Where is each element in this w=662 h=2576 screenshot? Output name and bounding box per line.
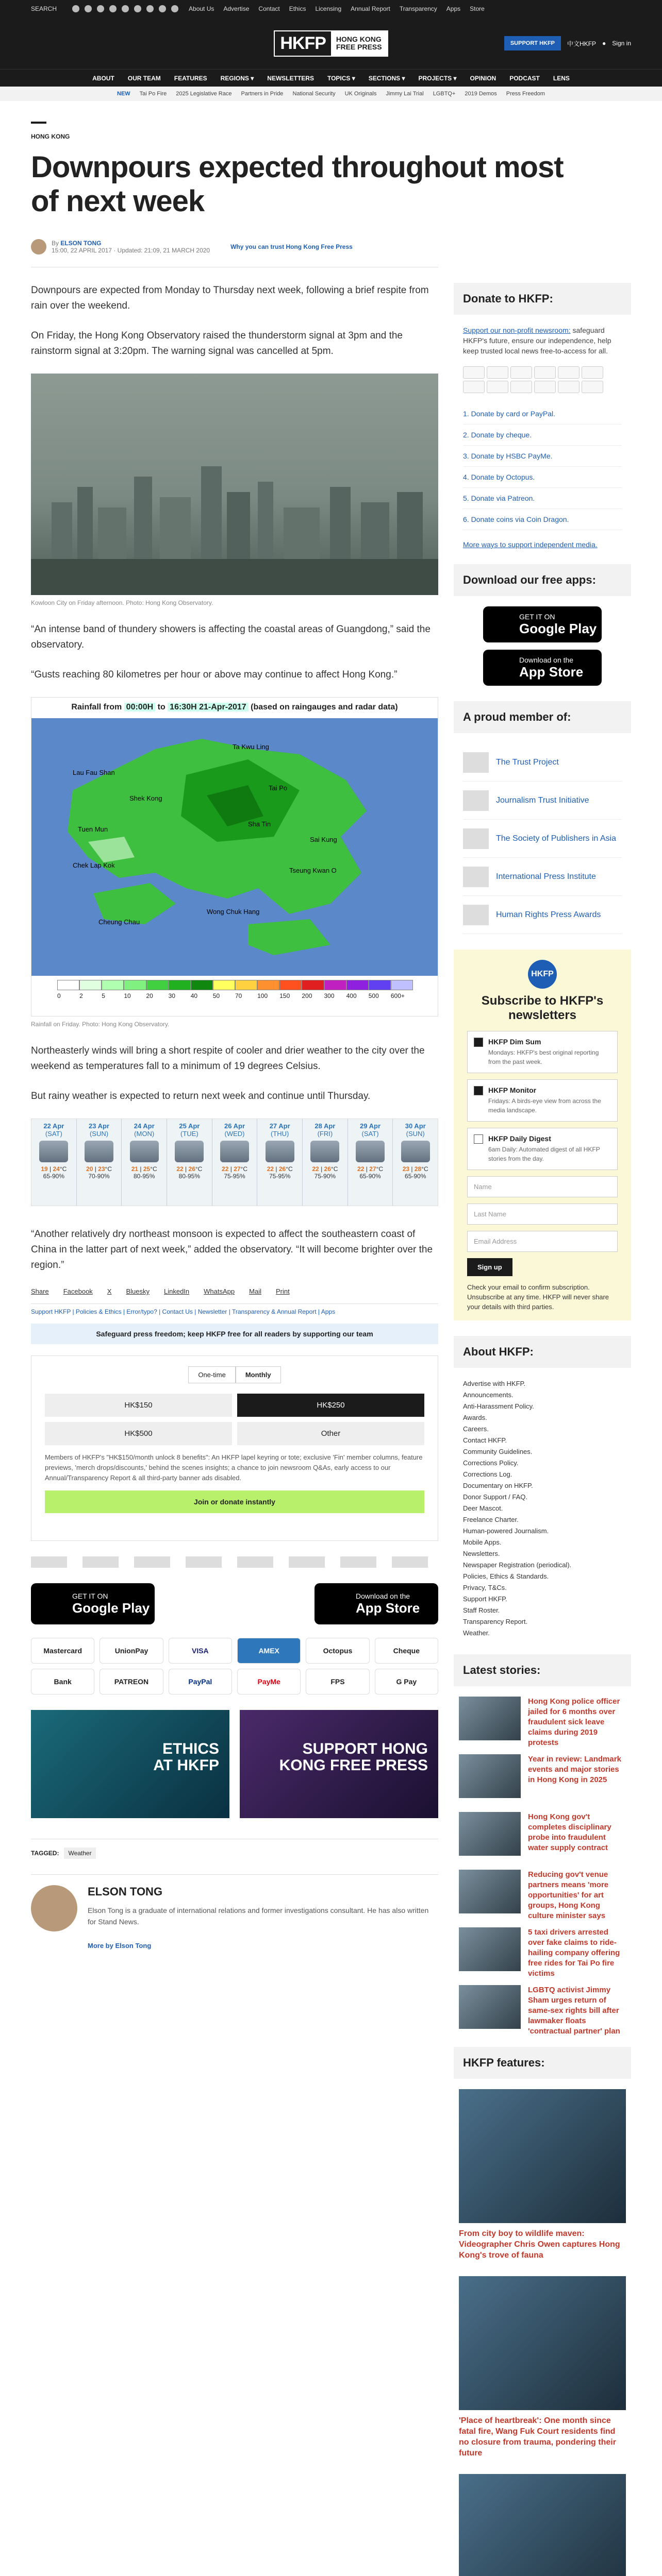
feature-stories (454, 2089, 631, 2576)
share-whatsapp-link[interactable]: WhatsApp (204, 1287, 235, 1295)
signin-link[interactable]: Sign in (612, 40, 631, 47)
monthly-toggle[interactable]: Monthly (236, 1366, 281, 1383)
payment-logo[interactable]: FPS (306, 1669, 369, 1694)
donate-option[interactable]: 3. Donate by HSBC PayMe. (463, 446, 622, 467)
youtube-icon[interactable] (134, 5, 141, 12)
payment-logo[interactable]: PATREON (100, 1669, 163, 1694)
tagged-label: TAGGED: (31, 1850, 59, 1857)
card-logo (582, 381, 603, 393)
join-donate-button[interactable]: Join or donate instantly (45, 1490, 424, 1513)
forecast-day: 23 Apr (SUN) 20 | 23°C 70-90% (77, 1119, 122, 1206)
story-thumbnail (459, 1985, 521, 2029)
topic-link[interactable]: Partners in Pride (241, 91, 284, 97)
features-heading: HKFP features: (454, 2047, 631, 2079)
topic-link[interactable]: LGBTQ+ (433, 91, 456, 97)
forecast-day: 29 Apr (SAT) 22 | 27°C 65-90% (348, 1119, 393, 1206)
story-thumbnail (459, 1927, 521, 1971)
apps-heading: Download our free apps: (454, 564, 631, 596)
map-place-label: Ta Kwu Ling (233, 743, 269, 751)
map-place-label: Tuen Mun (78, 825, 108, 833)
story-thumbnail (459, 1812, 521, 1856)
about-link[interactable]: Deer Mascot. (463, 1504, 503, 1512)
nav-item[interactable]: ABOUT (92, 74, 114, 82)
checkbox-checked[interactable] (474, 1038, 483, 1047)
paragraph: But rainy weather is expected to return next week and continue until Thursday. (31, 1091, 371, 1101)
forecast-day: 24 Apr (MON) 21 | 25°C 80-95% (122, 1119, 167, 1206)
payment-logo[interactable]: Octopus (306, 1638, 369, 1664)
feature-story[interactable]: 'Place of heartbreak': One month since fatal fire, Wang Fuk Court residents find no closure from trauma, pondering their future (459, 2276, 626, 2459)
latest-story[interactable]: LGBTQ activist Jimmy Sham urges return of same-sex rights bill after lawmaker floats 'contractual partner' plan (459, 1985, 626, 2031)
top-utility-bar (0, 0, 662, 18)
nav-item[interactable]: LENS (553, 74, 570, 82)
social-icons (72, 5, 178, 12)
feature-image (459, 2276, 626, 2410)
about-link[interactable]: Newsletters. (463, 1550, 500, 1557)
member-list (454, 743, 631, 934)
utility-link[interactable]: Annual Report (351, 5, 390, 12)
nav-item[interactable]: SECTIONS ▾ (368, 74, 405, 82)
utility-link[interactable]: Apps (446, 5, 461, 12)
telegram-icon[interactable] (159, 5, 166, 12)
share-x-link[interactable]: X (107, 1287, 112, 1295)
share-mail-link[interactable]: Mail (249, 1287, 261, 1295)
badge-logo[interactable] (340, 1556, 376, 1568)
card-logo (463, 366, 485, 379)
badge-logo[interactable] (31, 1556, 67, 1568)
bluesky-icon[interactable] (122, 5, 129, 12)
newsletter-note: Check your email to confirm subscription. Unsubscribe at any time. HKFP will never share your details with third parties. (467, 1283, 609, 1311)
story-thumbnail (459, 1870, 521, 1913)
kicker-rule (31, 122, 46, 124)
latest-stories (454, 1697, 631, 2036)
share-label: Share (31, 1287, 49, 1295)
card-logo (510, 366, 532, 379)
author-link[interactable]: ELSON TONG (60, 240, 102, 247)
more-ways-link[interactable]: More ways to support independent media. (463, 540, 598, 549)
weather-icon (220, 1141, 249, 1162)
linkedin-icon[interactable] (146, 5, 154, 12)
utility-link[interactable]: Transparency (399, 5, 437, 12)
about-link[interactable]: Contact HKFP. (463, 1436, 507, 1444)
about-link[interactable]: Staff Roster. (463, 1606, 500, 1614)
about-link[interactable]: Corrections Log. (463, 1470, 512, 1478)
story-thumbnail (459, 1754, 521, 1798)
article-title: Downpours expected throughout most of next week (31, 150, 564, 218)
latest-story[interactable]: 5 taxi drivers arrested over fake claims to ride-hailing company offering free rides for Tai Po fire victims (459, 1927, 626, 1974)
topic-link[interactable]: Jimmy Lai Trial (386, 91, 424, 97)
map-place-label: Cheung Chau (98, 918, 140, 926)
payment-logo[interactable]: Bank (31, 1669, 94, 1694)
article-kicker[interactable]: HONG KONG (31, 133, 70, 140)
app-store-button[interactable]: Download on the App Store (483, 650, 602, 686)
forecast-day: 22 Apr (SAT) 19 | 24°C 65-90% (31, 1119, 77, 1206)
article-wrapper (31, 101, 631, 2458)
feature-story[interactable]: From city boy to wildlife maven: Videographer Chris Owen captures Hong Kong's trove of fauna (459, 2089, 626, 2261)
donate-option[interactable]: 2. Donate by cheque. (463, 425, 622, 446)
skyline-illustration (31, 374, 438, 595)
article-dates: 15:00, 22 APRIL 2017 · Updated: 21:09, 21 MARCH 2020 (52, 247, 210, 254)
sidebar-app-buttons (454, 606, 631, 686)
payment-logo[interactable]: Mastercard (31, 1638, 94, 1664)
weather-icon (85, 1141, 113, 1162)
masthead-actions (504, 36, 631, 50)
paragraph: Downpours are expected from Monday to Thursday next week, following a brief respite from rain over the weekend. (31, 285, 429, 311)
safeguard-banner: Safeguard press freedom; keep HKFP free for all readers by supporting our team (31, 1324, 438, 1344)
donate-option[interactable]: 4. Donate by Octopus. (463, 467, 622, 488)
card-logo (558, 381, 580, 393)
hk-rainfall-svg (31, 718, 438, 976)
member-item[interactable]: The Trust Project (463, 743, 622, 782)
last-name-field[interactable]: Last Name (467, 1204, 618, 1225)
topic-link[interactable]: National Security (292, 91, 336, 97)
member-logo (463, 867, 489, 887)
feature-image (459, 2474, 626, 2576)
forecast-day: 26 Apr (WED) 22 | 27°C 75-95% (212, 1119, 258, 1206)
amount-option[interactable]: HK$500 (45, 1422, 232, 1445)
utility-links (189, 5, 485, 12)
about-link[interactable]: Freelance Charter. (463, 1516, 519, 1523)
card-logo (558, 366, 580, 379)
map-place-label: Sai Kung (310, 836, 337, 843)
payment-logo[interactable]: AMEX (237, 1638, 301, 1664)
signup-button[interactable]: Sign up (467, 1258, 512, 1276)
nav-item[interactable]: OPINION (470, 74, 496, 82)
about-link[interactable]: Newspaper Registration (periodical). (463, 1561, 572, 1569)
payment-logo[interactable]: VISA (169, 1638, 232, 1664)
utility-link[interactable]: About Us (189, 5, 214, 12)
forecast-day: 28 Apr (FRI) 22 | 26°C 75-90% (303, 1119, 348, 1206)
support-links[interactable]: Support HKFP | Policies & Ethics | Error/typo? | Contact Us | Newsletter | Transparency & Annual Report | Apps (31, 1303, 438, 1315)
author-box (31, 1874, 438, 1950)
map-title: Rainfall from 00:00H to 16:30H 21-Apr-2017 (based on raingauges and radar data) (71, 703, 398, 711)
kowloon-city-photo (31, 374, 438, 595)
app-store-button[interactable]: Download on the App Store (315, 1583, 438, 1624)
donate-frequency (45, 1366, 424, 1383)
latest-story[interactable]: Reducing gov't venue partners means 'more opportunities' for art groups, Hong Kong culture minister says (459, 1870, 626, 1916)
topic-nav (0, 87, 662, 101)
about-link[interactable]: Human-powered Journalism. (463, 1527, 549, 1535)
rainfall-map (31, 697, 438, 1016)
map-place-label: Lau Fau Shan (73, 769, 115, 776)
nine-day-forecast (31, 1118, 438, 1206)
about-link[interactable]: Careers. (463, 1425, 489, 1433)
badge-logo[interactable] (186, 1556, 222, 1568)
search-link[interactable]: SEARCH (31, 5, 57, 12)
donate-option[interactable]: 5. Donate via Patreon. (463, 488, 622, 509)
member-logo (463, 828, 489, 849)
latest-heading: Latest stories: (454, 1654, 631, 1686)
checkbox-checked[interactable] (474, 1086, 483, 1095)
forecast-day: 25 Apr (TUE) 22 | 26°C 80-95% (167, 1119, 212, 1206)
facebook-icon[interactable] (72, 5, 79, 12)
new-badge: NEW (117, 91, 130, 97)
latest-story[interactable]: Year in review: Landmark events and major stories in Hong Kong in 2025 (459, 1754, 626, 1801)
tag-weather[interactable]: Weather (64, 1848, 95, 1859)
payment-logo[interactable]: UnionPay (100, 1638, 163, 1664)
utility-link[interactable]: Ethics (289, 5, 306, 12)
nav-item[interactable]: REGIONS ▾ (220, 74, 254, 82)
rss-icon[interactable] (171, 5, 178, 12)
payment-logo[interactable]: G Pay (375, 1669, 438, 1694)
about-link[interactable]: Corrections Policy. (463, 1459, 519, 1467)
why-trust-link[interactable]: Why you can trust Hong Kong Free Press (230, 243, 353, 250)
donate-option[interactable]: 6. Donate coins via Coin Dragon. (463, 509, 622, 530)
card-logo (510, 381, 532, 393)
card-logo (582, 366, 603, 379)
about-link[interactable]: Community Guidelines. (463, 1448, 533, 1455)
legend-labels: 0 2 5 10 20 30 40 50 70 100 150 200 300 400 500 600+ (57, 992, 405, 999)
instagram-icon[interactable] (97, 5, 104, 12)
forecast-day: 27 Apr (THU) 22 | 26°C 75-95% (257, 1119, 303, 1206)
paragraph: “An intense band of thundery showers is affecting the coastal areas of Guangdong,” said the observatory. (31, 624, 431, 650)
app-store-buttons (31, 1583, 438, 1624)
utility-link[interactable]: Contact (258, 5, 280, 12)
donate-text: Support our non-profit newsroom: safeguard HKFP's future, ensure our independence, help keep trusted local news free-to-access for all. (463, 326, 611, 355)
support-promo[interactable]: SUPPORT HONG KONG FREE PRESS (240, 1710, 438, 1818)
payment-methods (31, 1638, 438, 1694)
map-place-label: Tai Po (269, 784, 288, 792)
weather-icon (401, 1141, 430, 1162)
weather-icon (130, 1141, 159, 1162)
tag-list (31, 1839, 438, 1859)
badge-logo[interactable] (134, 1556, 170, 1568)
about-link[interactable]: Policies, Ethics & Standards. (463, 1572, 549, 1580)
trust-badges (31, 1556, 438, 1568)
email-field[interactable]: Email Address (467, 1231, 618, 1252)
paragraph: “Gusts reaching 80 kilometres per hour or above may continue to affect Hong Kong.” (31, 669, 398, 680)
latest-story[interactable]: Hong Kong police officer jailed for 6 months over fraudulent sick leave claims during 2019 protests (459, 1697, 626, 1743)
topic-link[interactable]: Tai Po Fire (139, 91, 167, 97)
member-logo (463, 905, 489, 925)
about-link[interactable]: Awards. (463, 1414, 487, 1421)
about-links (454, 1378, 631, 1639)
weather-icon (266, 1141, 294, 1162)
map-caption: Rainfall on Friday. Photo: Hong Kong Observatory. (31, 1021, 170, 1028)
checkbox-unchecked[interactable] (474, 1134, 483, 1144)
donate-options (454, 403, 631, 530)
author-name[interactable]: ELSON TONG (88, 1885, 163, 1898)
newsletter-option[interactable]: HKFP Dim Sum Mondays: HKFP's best original reporting from the past week. (467, 1031, 618, 1073)
badge-logo[interactable] (289, 1556, 325, 1568)
member-logo (463, 790, 489, 811)
print-link[interactable]: Print (275, 1287, 290, 1295)
share-bar (31, 1287, 438, 1295)
masthead (0, 18, 662, 69)
weather-icon (39, 1141, 68, 1162)
about-link[interactable]: Donor Support / FAQ. (463, 1493, 528, 1501)
about-link[interactable]: Privacy, T&Cs. (463, 1584, 507, 1591)
user-icon[interactable]: ● (602, 40, 606, 47)
author-bio: Elson Tong is a graduate of international relations and former investigations consultant. He has also written for Stand News. (88, 1906, 429, 1926)
topic-link[interactable]: Press Freedom (506, 91, 545, 97)
article-body (31, 283, 438, 1950)
nav-item[interactable]: OUR TEAM (127, 74, 161, 82)
promo-banners (31, 1710, 438, 1818)
member-logo (463, 752, 489, 773)
about-link[interactable]: Weather. (463, 1629, 490, 1637)
feature-story[interactable] (459, 2474, 626, 2576)
latest-story[interactable]: Hong Kong gov't completes disciplinary probe into fraudulent water supply contract (459, 1812, 626, 1858)
about-link[interactable]: Transparency Report. (463, 1618, 528, 1625)
x-icon[interactable] (85, 5, 92, 12)
card-logo (534, 366, 556, 379)
nav-item[interactable]: FEATURES (174, 74, 207, 82)
utility-link[interactable]: Advertise (223, 5, 250, 12)
name-field[interactable]: Name (467, 1176, 618, 1197)
amount-option[interactable]: Other (237, 1422, 424, 1445)
newsletter-option[interactable]: HKFP Daily Digest 6am Daily: Automated digest of all HKFP stories from the day. (467, 1128, 618, 1170)
ethics-promo[interactable]: ETHICS AT HKFP (31, 1710, 229, 1818)
map-place-label: Tseung Kwan O (289, 867, 337, 874)
badge-logo[interactable] (237, 1556, 273, 1568)
about-link[interactable]: Anti-Harassment Policy. (463, 1402, 534, 1410)
topic-link[interactable]: 2019 Demos (465, 91, 497, 97)
one-time-toggle[interactable]: One-time (188, 1366, 235, 1383)
weather-icon (175, 1141, 204, 1162)
donate-heading: Donate to HKFP: (454, 283, 631, 315)
about-link[interactable]: Advertise with HKFP. (463, 1380, 526, 1387)
weather-icon (310, 1141, 339, 1162)
hkfp-logo[interactable] (274, 30, 388, 57)
rainfall-legend (57, 980, 413, 990)
logo-mark: HKFP (275, 31, 331, 56)
share-bluesky-link[interactable]: Bluesky (126, 1287, 150, 1295)
payment-logo[interactable]: PayPal (169, 1669, 232, 1694)
threads-icon[interactable] (109, 5, 117, 12)
member-item[interactable]: International Press Institute (463, 858, 622, 896)
sidebar (454, 283, 631, 2576)
share-facebook-link[interactable]: Facebook (63, 1287, 93, 1295)
author-photo (31, 1885, 77, 1931)
support-hkfp-button[interactable]: SUPPORT HKFP (504, 36, 561, 50)
weather-icon (356, 1141, 385, 1162)
donate-widget (31, 1355, 438, 1541)
author-avatar (31, 239, 46, 255)
hkfp-logo-badge: HKFP (528, 960, 557, 989)
newsletter-option[interactable]: HKFP Monitor Fridays: A birds-eye view from across the media landscape. (467, 1079, 618, 1122)
amount-option[interactable]: HK$150 (45, 1394, 232, 1417)
newsletter-signup (454, 950, 631, 1320)
forecast-day: 30 Apr (SUN) 23 | 28°C 65-90% (393, 1119, 438, 1206)
member-item[interactable]: Human Rights Press Awards (463, 896, 622, 934)
utility-link[interactable]: Licensing (315, 5, 342, 12)
nav-item[interactable]: PODCAST (509, 74, 540, 82)
member-item[interactable]: The Society of Publishers in Asia (463, 820, 622, 858)
donate-option[interactable]: 1. Donate by card or PayPal. (463, 403, 622, 425)
topic-link[interactable]: UK Originals (344, 91, 377, 97)
paragraph: “Another relatively dry northeast monsoon is expected to affect the southeastern coast of China in the latter part of next week,” added the observatory. “It will become brighter over the region.” (31, 1229, 433, 1270)
nav-item[interactable]: NEWSLETTERS (267, 74, 314, 82)
card-logo (463, 381, 485, 393)
amount-option-selected[interactable]: HK$250 (237, 1394, 424, 1417)
card-logo (487, 366, 508, 379)
badge-logo[interactable] (82, 1556, 119, 1568)
main-nav (0, 69, 662, 87)
member-heading: A proud member of: (454, 701, 631, 733)
payment-cards (454, 366, 631, 393)
utility-link[interactable]: Store (470, 5, 485, 12)
google-play-button[interactable]: GET IT ON Google Play (31, 1583, 155, 1624)
map-place-label: Shek Kong (129, 794, 162, 802)
topic-link[interactable]: 2025 Legislative Race (176, 91, 232, 97)
map-area (31, 718, 438, 976)
about-link[interactable]: Announcements. (463, 1391, 514, 1399)
about-heading: About HKFP: (454, 1336, 631, 1368)
badge-logo[interactable] (392, 1556, 428, 1568)
payment-logo[interactable]: PayMe (237, 1669, 301, 1694)
payment-logo[interactable]: Cheque (375, 1638, 438, 1664)
paragraph: On Friday, the Hong Kong Observatory raised the thunderstorm signal at 3pm and the rainstorm signal at 3:20pm. The warning signal was cancelled at 5pm. (31, 330, 403, 357)
member-item[interactable]: Journalism Trust Initiative (463, 782, 622, 820)
photo-caption: Kowloon City on Friday afternoon. Photo: Hong Kong Observatory. (31, 599, 213, 606)
card-logo (534, 381, 556, 393)
map-place-label: Wong Chuk Hang (207, 908, 260, 916)
more-by-author-link[interactable]: More by Elson Tong (88, 1942, 152, 1950)
paragraph: Northeasterly winds will bring a short respite of cooler and drier weather to the city over the weekend as temperatures fall to a minimum of 19 degrees Celsius. (31, 1045, 425, 1072)
donate-note: Members of HKFP's "HK$150/month unlock 8 benefits": An HKFP lapel keyring or tote; exclusive 'Fin' member columns, feature previews, 'merch drops/discounts,' behind the scenes insights; a chance to join newsroom Q&As, early access to our Annual/Transparency Report & all third-party banner ads disabled. (45, 1453, 423, 1482)
google-play-button[interactable]: GET IT ON Google Play (483, 606, 602, 642)
about-link[interactable]: Documentary on HKFP. (463, 1482, 533, 1489)
byline: By ELSON TONG 15:00, 22 APRIL 2017 · Updated: 21:09, 21 MARCH 2020 Why you can trust Hong Kong Free Press (31, 239, 438, 267)
nav-item[interactable]: TOPICS ▾ (327, 74, 355, 82)
donate-amounts (45, 1394, 424, 1445)
card-logo (487, 381, 508, 393)
story-thumbnail (459, 1697, 521, 1740)
map-place-label: Sha Tin (248, 820, 271, 828)
nav-item[interactable]: PROJECTS ▾ (418, 74, 457, 82)
chinese-site-link[interactable]: 中文HKFP (567, 40, 597, 47)
about-link[interactable]: Support HKFP. (463, 1595, 507, 1603)
feature-image (459, 2089, 626, 2223)
newsletter-title: Subscribe to HKFP's newsletters (481, 994, 604, 1022)
share-linkedin-link[interactable]: LinkedIn (164, 1287, 190, 1295)
logo-name: HONG KONG FREE PRESS (336, 35, 382, 51)
about-link[interactable]: Mobile Apps. (463, 1538, 502, 1546)
map-place-label: Chek Lap Kok (73, 861, 115, 869)
